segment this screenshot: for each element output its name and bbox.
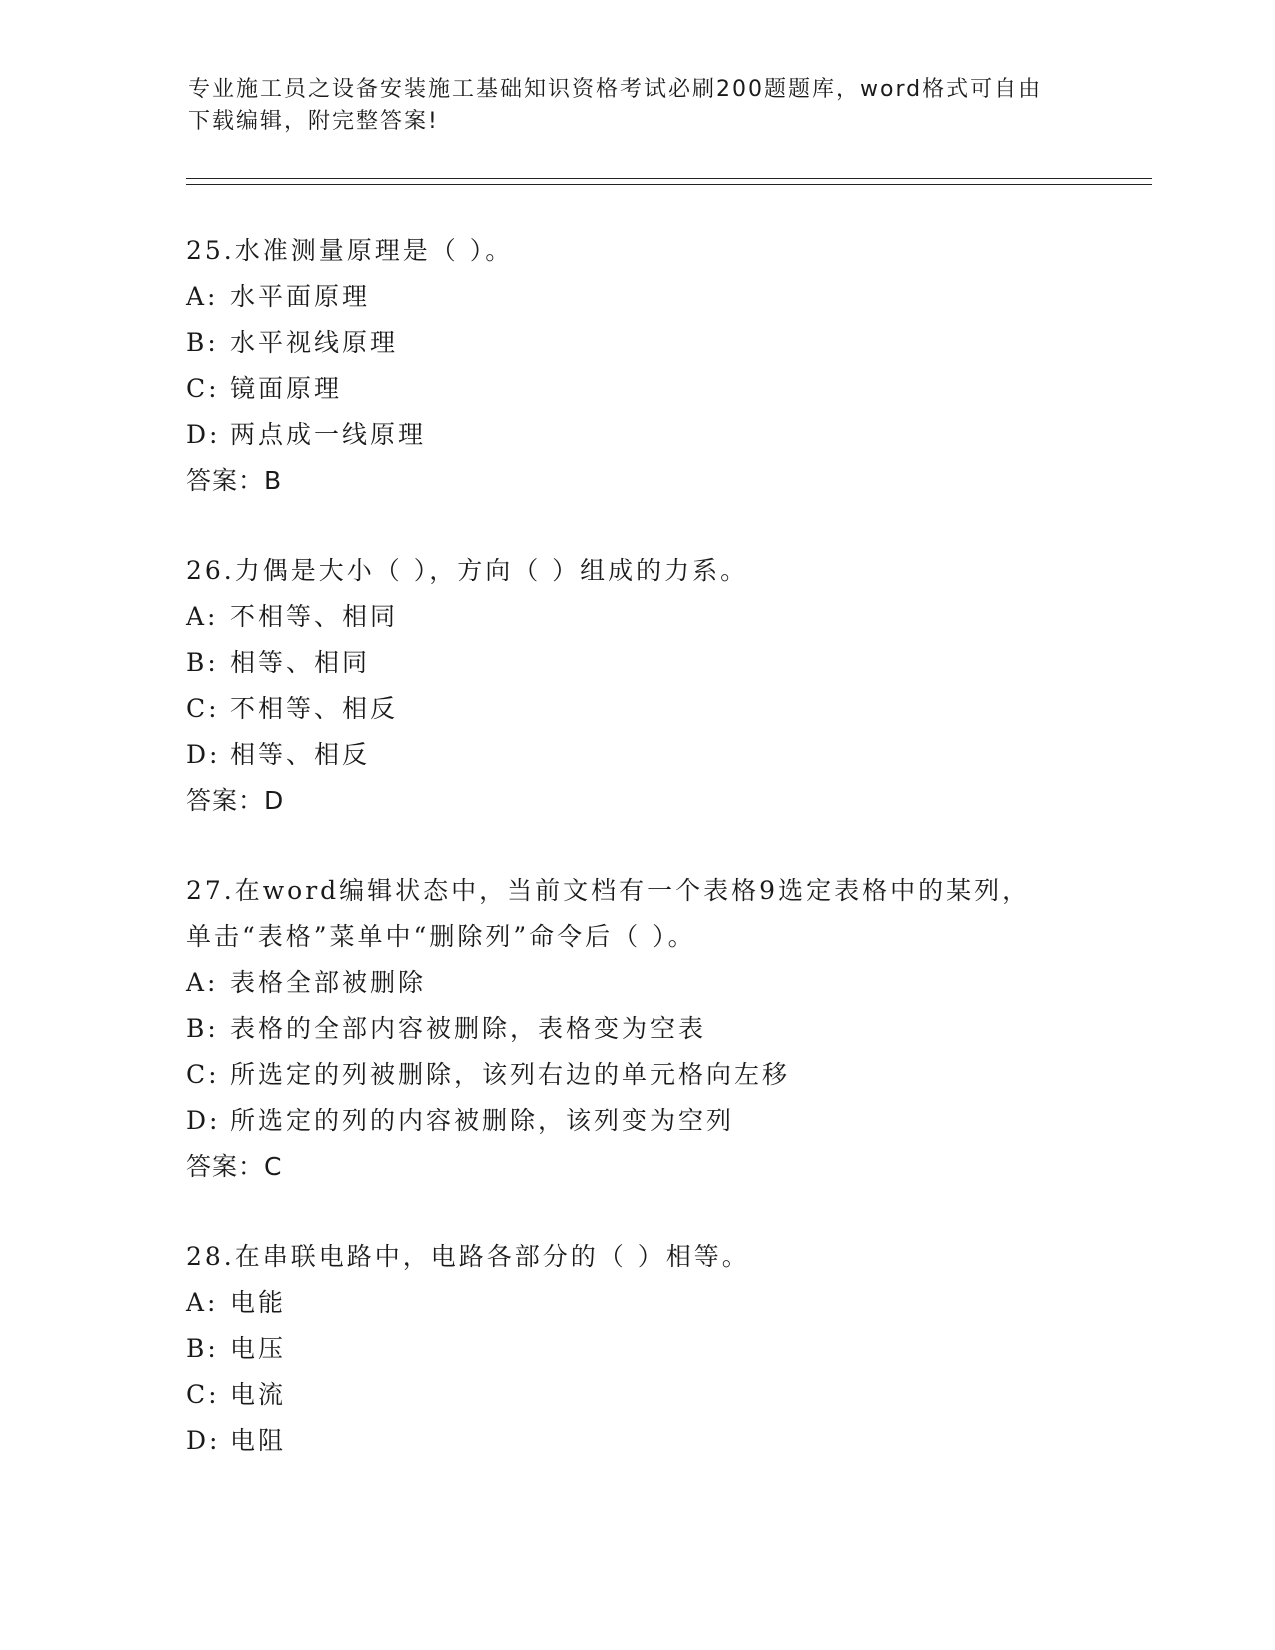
option-text: 水平视线原理: [230, 328, 399, 357]
option-text: 水平面原理: [230, 282, 371, 311]
option-a: [186, 274, 1146, 320]
option-label: A:: [186, 602, 219, 631]
document-header: [188, 74, 1088, 138]
option-label: D:: [186, 740, 221, 769]
question-stem: 28.在串联电路中，电路各部分的（ ）相等。: [186, 1242, 750, 1271]
option-text: 相等、相同: [230, 648, 371, 677]
option-label: B:: [186, 1014, 219, 1043]
option-label: A:: [186, 1288, 219, 1317]
option-text: 相等、相反: [230, 740, 371, 769]
option-a: [186, 1280, 1146, 1326]
option-text: 电阻: [230, 1426, 287, 1455]
option-label: C:: [186, 694, 220, 723]
option-c: [186, 1052, 1146, 1098]
header-line-1: 专业施工员之设备安装施工基础知识资格考试必刷200题题库，word格式可自由: [188, 77, 1043, 102]
question-25: [186, 228, 1146, 504]
option-a: [186, 594, 1146, 640]
answer: 答案：B: [186, 466, 283, 495]
option-text: 表格全部被删除: [230, 968, 427, 997]
option-text: 所选定的列的内容被删除，该列变为空列: [230, 1106, 735, 1135]
option-d: [186, 732, 1146, 778]
option-b: [186, 1006, 1146, 1052]
question-26: [186, 548, 1146, 824]
option-d: [186, 412, 1146, 458]
option-c: [186, 1372, 1146, 1418]
option-b: [186, 1326, 1146, 1372]
option-label: C:: [186, 1060, 220, 1089]
question-stem-continued: 单击“表格”菜单中“删除列”命令后（ ）。: [186, 922, 696, 951]
option-text: 电压: [230, 1334, 287, 1363]
option-d: [186, 1098, 1146, 1144]
answer: 答案：C: [186, 1152, 283, 1181]
question-27: [186, 868, 1146, 1190]
question-stem: 26.力偶是大小（ ），方向（ ）组成的力系。: [186, 556, 749, 585]
option-label: B:: [186, 1334, 219, 1363]
option-c: [186, 366, 1146, 412]
option-text: 不相等、相同: [230, 602, 399, 631]
question-stem: 25.水准测量原理是（ ）。: [186, 236, 514, 265]
option-label: D:: [186, 1426, 221, 1455]
option-text: 镜面原理: [230, 374, 343, 403]
option-text: 所选定的列被删除，该列右边的单元格向左移: [230, 1060, 791, 1089]
header-divider-top: [186, 178, 1152, 179]
option-text: 两点成一线原理: [230, 420, 427, 449]
option-c: [186, 686, 1146, 732]
option-b: [186, 640, 1146, 686]
option-b: [186, 320, 1146, 366]
option-d: [186, 1418, 1146, 1464]
option-label: C:: [186, 374, 220, 403]
option-text: 表格的全部内容被删除，表格变为空表: [230, 1014, 707, 1043]
option-label: D:: [186, 1106, 221, 1135]
option-label: D:: [186, 420, 221, 449]
option-label: A:: [186, 968, 219, 997]
question-stem: 27.在word编辑状态中，当前文档有一个表格9选定表格中的某列，: [186, 876, 1031, 905]
option-a: [186, 960, 1146, 1006]
option-label: B:: [186, 328, 219, 357]
option-label: A:: [186, 282, 219, 311]
option-label: C:: [186, 1380, 220, 1409]
header-divider-bottom: [186, 184, 1152, 185]
option-label: B:: [186, 648, 219, 677]
option-text: 不相等、相反: [230, 694, 399, 723]
answer: 答案：D: [186, 786, 285, 815]
question-28: [186, 1234, 1146, 1464]
option-text: 电能: [230, 1288, 287, 1317]
option-text: 电流: [230, 1380, 287, 1409]
header-line-2: 下载编辑，附完整答案!: [188, 109, 439, 134]
